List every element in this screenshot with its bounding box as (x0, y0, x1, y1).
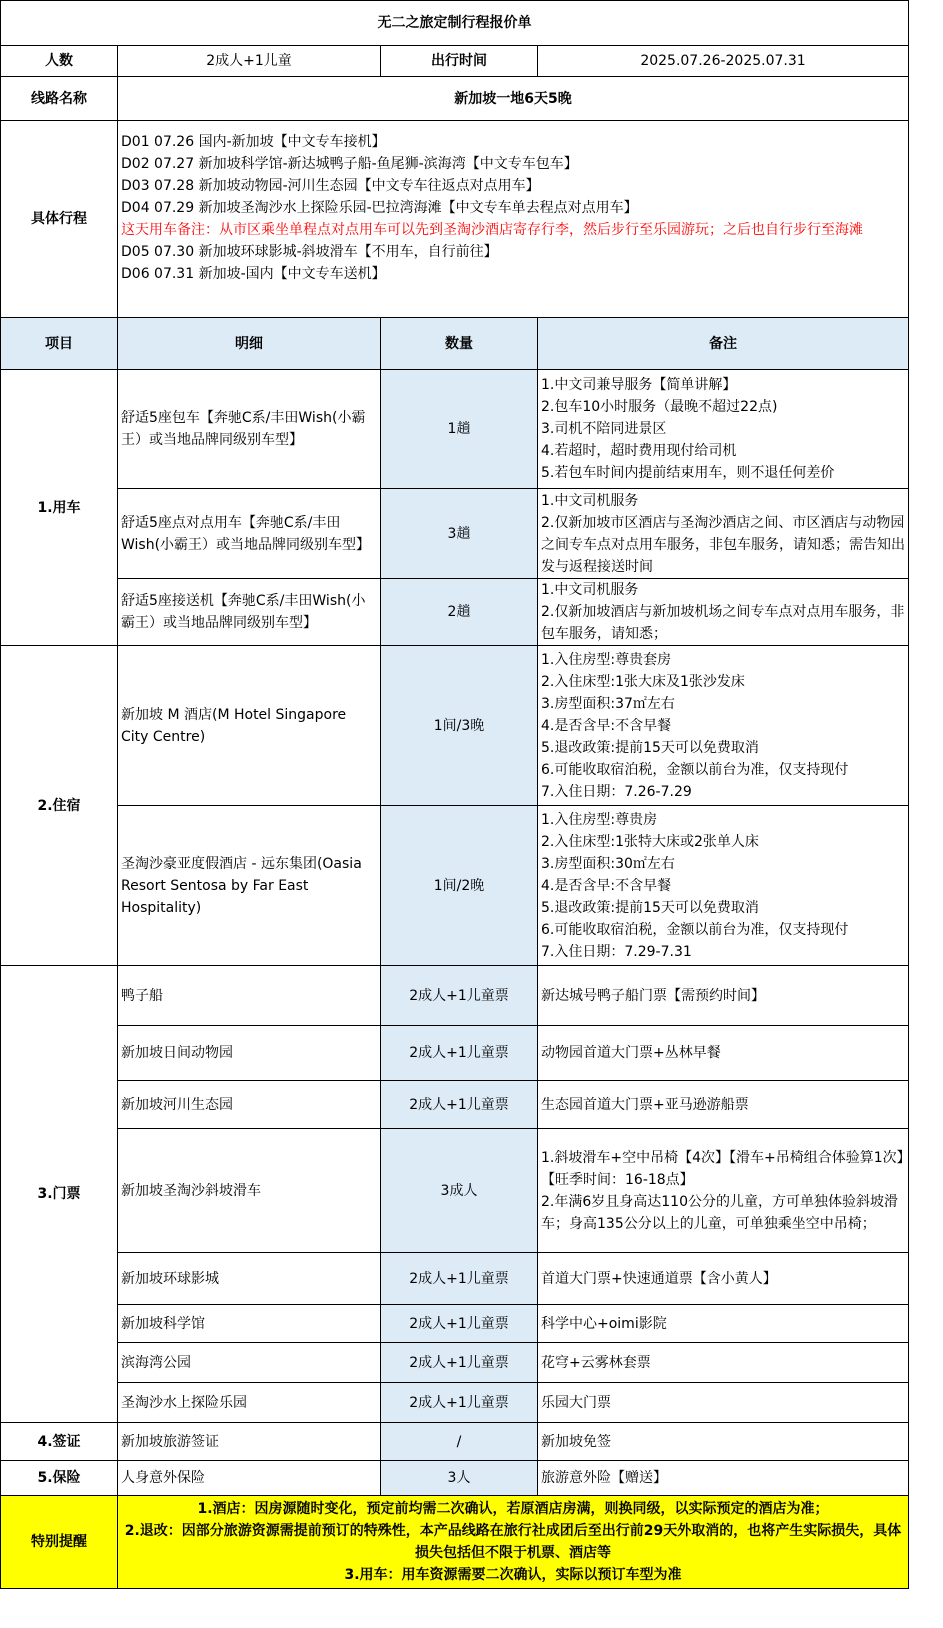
date-value: 2025.07.26-2025.07.31 (538, 46, 909, 77)
ticket-qty: 2成人+1儿童票 (381, 1081, 538, 1129)
visa-note: 新加坡免签 (538, 1423, 909, 1461)
car-notes (538, 579, 909, 646)
note-line: 2.仅新加坡市区酒店与圣淘沙酒店之间、市区酒店与动物园之间专车点对点用车服务，非包车服务，请知悉；需告知出发与返程接送时间 (541, 514, 905, 575)
note-line: 1.入住房型:尊贵房 (541, 811, 658, 828)
ticket-note: 首道大门票+快速通道票【含小黄人】 (538, 1253, 909, 1305)
itinerary-day: D04 07.29 新加坡圣淘沙水上探险乐园-巴拉湾海滩【中文专车单去程点对点用车】 (121, 200, 638, 216)
ticket-notes (538, 1129, 909, 1253)
car-qty: 2趟 (381, 579, 538, 646)
ticket-detail: 新加坡河川生态园 (118, 1081, 381, 1129)
note-line: 2.仅新加坡酒店与新加坡机场之间专车点对点用车服务，非包车服务，请知悉； (541, 604, 905, 642)
section-insurance-label: 5.保险 (1, 1461, 118, 1496)
itinerary-day: D01 07.26 国内-新加坡【中文专车接机】 (121, 134, 386, 150)
note-line: 2.年满6岁且身高达110公分的儿童，方可单独体验斜坡滑车；身高135公分以上的儿童，可单独乘坐空中吊椅； (541, 1193, 898, 1232)
section-hotel-label: 2.住宿 (1, 646, 118, 966)
ticket-note: 科学中心+oimi影院 (538, 1305, 909, 1343)
note-line: 3.房型面积:30㎡左右 (541, 855, 675, 872)
visa-qty: / (381, 1423, 538, 1461)
ticket-detail: 新加坡日间动物园 (118, 1026, 381, 1081)
ticket-detail: 新加坡科学馆 (118, 1305, 381, 1343)
car-detail: 舒适5座点对点用车【奔驰C系/丰田Wish(小霸王）或当地品牌同级别车型】 (118, 489, 381, 579)
itinerary-day: D03 07.28 新加坡动物园-河川生态园【中文专车往返点对点用车】 (121, 178, 540, 194)
ticket-detail: 鸭子船 (118, 966, 381, 1026)
note-line: 2.包车10小时服务（最晚不超过22点) (541, 399, 778, 415)
car-qty: 3趟 (381, 489, 538, 579)
note-line: 2.入住床型:1张大床及1张沙发床 (541, 673, 745, 690)
page-title: 无二之旅定制行程报价单 (1, 1, 909, 46)
visa-detail: 新加坡旅游签证 (118, 1423, 381, 1461)
car-notes (538, 370, 909, 489)
reminder-line: 2.退改：因部分旅游资源需提前预订的特殊性，本产品线路在旅行社成团后至出行前29天外取消的，也将产生实际损失，具体损失包括但不限于机票、酒店等 (124, 1523, 902, 1561)
note-line: 7.入住日期：7.26-7.29 (541, 783, 692, 800)
itinerary-day: D05 07.30 新加坡环球影城-斜坡滑车【不用车，自行前往】 (121, 244, 498, 260)
note-line: 4.若超时，超时费用现付给司机 (541, 443, 737, 459)
section-car-label: 1.用车 (1, 370, 118, 646)
note-line: 4.是否含早:不含早餐 (541, 877, 672, 894)
car-qty: 1趟 (381, 370, 538, 489)
note-line: 4.是否含早:不含早餐 (541, 717, 672, 734)
itinerary-day: D02 07.27 新加坡科学馆-新达城鸭子船-鱼尾狮-滨海湾【中文专车包车】 (121, 156, 578, 172)
note-line: 5.退改政策:提前15天可以免费取消 (541, 899, 759, 916)
route-value: 新加坡一地6天5晚 (118, 77, 909, 121)
ticket-qty: 2成人+1儿童票 (381, 1305, 538, 1343)
ticket-note: 花穹+云雾林套票 (538, 1343, 909, 1383)
hotel-detail: 新加坡 M 酒店(M Hotel Singapore City Centre) (118, 646, 381, 806)
ticket-qty: 2成人+1儿童票 (381, 1026, 538, 1081)
note-line: 1.中文司机服务 (541, 492, 639, 509)
ticket-qty: 2成人+1儿童票 (381, 1343, 538, 1383)
ticket-note: 生态园首道大门票+亚马逊游船票 (538, 1081, 909, 1129)
car-notes (538, 489, 909, 579)
note-line: 1.中文司兼导服务【简单讲解】 (541, 377, 737, 393)
note-line: 3.房型面积:37㎡左右 (541, 695, 675, 712)
route-label: 线路名称 (1, 77, 118, 121)
people-value: 2成人+1儿童 (118, 46, 381, 77)
ticket-note: 新达城号鸭子船门票【需预约时间】 (538, 966, 909, 1026)
note-line: 5.若包车时间内提前结束用车，则不退任何差价 (541, 465, 835, 481)
note-line: 3.司机不陪同进景区 (541, 421, 667, 437)
note-line: 2.入住床型:1张特大床或2张单人床 (541, 833, 759, 850)
itinerary-day: D06 07.31 新加坡-国内【中文专车送机】 (121, 266, 386, 282)
ticket-qty: 2成人+1儿童票 (381, 1253, 538, 1305)
insurance-detail: 人身意外保险 (118, 1461, 381, 1496)
hotel-qty: 1间/3晚 (381, 646, 538, 806)
section-visa-label: 4.签证 (1, 1423, 118, 1461)
ticket-detail: 滨海湾公园 (118, 1343, 381, 1383)
note-line: 5.退改政策:提前15天可以免费取消 (541, 739, 759, 756)
itinerary-label: 具体行程 (1, 121, 118, 318)
ticket-note: 乐园大门票 (538, 1383, 909, 1423)
ticket-qty: 2成人+1儿童票 (381, 966, 538, 1026)
col-header-item: 项目 (1, 318, 118, 370)
note-line: 7.入住日期：7.29-7.31 (541, 943, 692, 960)
insurance-note: 旅游意外险【赠送】 (538, 1461, 909, 1496)
note-line: 1.斜坡滑车+空中吊椅【4次】【滑车+吊椅组合体验算1次】【旺季时间：16-18点】 (541, 1149, 904, 1188)
hotel-qty: 1间/2晚 (381, 806, 538, 966)
ticket-note: 动物园首道大门票+丛林早餐 (538, 1026, 909, 1081)
reminder-line: 3.用车：用车资源需要二次确认，实际以预订车型为准 (344, 1567, 682, 1583)
col-header-note: 备注 (538, 318, 909, 370)
hotel-notes (538, 646, 909, 806)
hotel-notes (538, 806, 909, 966)
note-line: 6.可能收取宿泊税，金额以前台为准，仅支持现付 (541, 761, 849, 778)
col-header-detail: 明细 (118, 318, 381, 370)
people-label: 人数 (1, 46, 118, 77)
hotel-detail: 圣淘沙豪亚度假酒店 - 远东集团(Oasia Resort Sentosa by Far East Hospitality) (118, 806, 381, 966)
car-detail: 舒适5座包车【奔驰C系/丰田Wish(小霸王）或当地品牌同级别车型】 (118, 370, 381, 489)
ticket-detail: 圣淘沙水上探险乐园 (118, 1383, 381, 1423)
col-header-qty: 数量 (381, 318, 538, 370)
ticket-qty: 3成人 (381, 1129, 538, 1253)
insurance-qty: 3人 (381, 1461, 538, 1496)
date-label: 出行时间 (381, 46, 538, 77)
note-line: 1.入住房型:尊贵套房 (541, 651, 672, 668)
car-detail: 舒适5座接送机【奔驰C系/丰田Wish(小霸王）或当地品牌同级别车型】 (118, 579, 381, 646)
reminder-line: 1.酒店：因房源随时变化，预定前均需二次确认，若原酒店房满，则换同级，以实际预定的酒店为准； (197, 1501, 829, 1517)
note-line: 6.可能收取宿泊税，金额以前台为准，仅支持现付 (541, 921, 849, 938)
ticket-detail: 新加坡圣淘沙斜坡滑车 (118, 1129, 381, 1253)
ticket-detail: 新加坡环球影城 (118, 1253, 381, 1305)
itinerary-car-note: 这天用车备注：从市区乘坐单程点对点用车可以先到圣淘沙酒店寄存行李，然后步行至乐园游玩；之后也自行步行至海滩 (121, 222, 863, 238)
ticket-qty: 2成人+1儿童票 (381, 1383, 538, 1423)
reminder-content (118, 1496, 909, 1589)
note-line: 1.中文司机服务 (541, 582, 639, 598)
itinerary-content (118, 121, 909, 318)
section-tickets-label: 3.门票 (1, 966, 118, 1423)
reminder-label: 特别提醒 (1, 1496, 118, 1589)
